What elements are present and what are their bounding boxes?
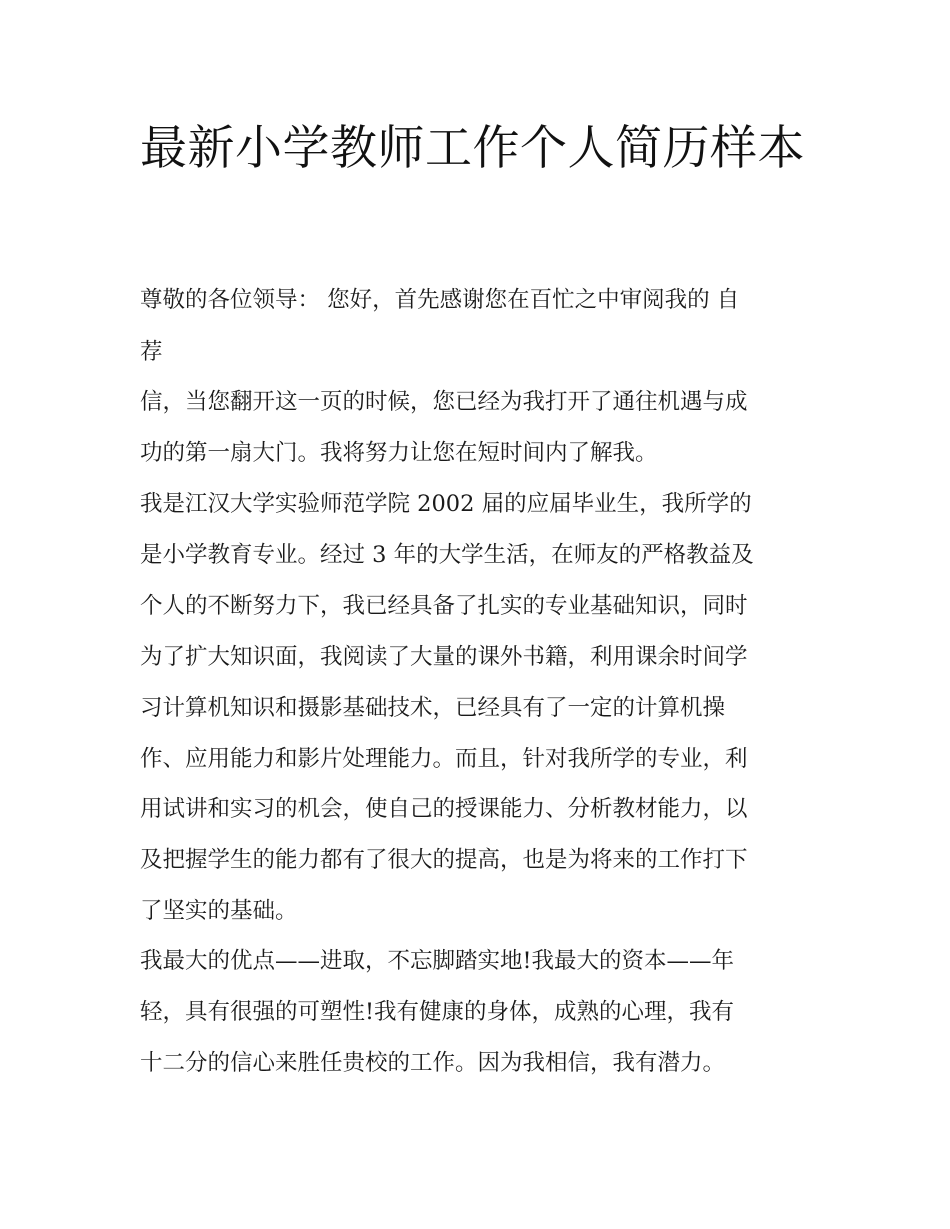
body-line: 荐 <box>140 339 163 365</box>
body-line: 尊敬的各位领导： 您好，首先感谢您在百忙之中审阅我的 自 <box>140 287 740 313</box>
body-line: 习计算机知识和摄影基础技术，已经具有了一定的计算机操 <box>140 695 726 721</box>
body-line: 用试讲和实习的机会，使自己的授课能力、分析教材能力，以 <box>140 796 748 822</box>
body-line: 是小学教育专业。经过 3 年的大学生活，在师友的严格教益及 <box>140 542 754 568</box>
body-line: 作、应用能力和影片处理能力。而且，针对我所学的专业，利 <box>140 746 748 772</box>
body-line: 我是江汉大学实验师范学院 2002 届的应届毕业生，我所学的 <box>140 491 752 517</box>
body-line: 及把握学生的能力都有了很大的提高，也是为将来的工作打下 <box>140 847 748 873</box>
body-line: 个人的不断努力下，我已经具备了扎实的专业基础知识，同时 <box>140 593 748 619</box>
body-line: 功的第一扇大门。我将努力让您在短时间内了解我。 <box>140 440 658 466</box>
body-line: 信，当您翻开这一页的时候，您已经为我打开了通往机遇与成 <box>140 389 748 415</box>
document-title: 最新小学教师工作个人简历样本 <box>140 121 805 176</box>
body-line: 我最大的优点——进取，不忘脚踏实地!我最大的资本——年 <box>140 948 735 974</box>
body-line: 十二分的信心来胜任贵校的工作。因为我相信，我有潜力。 <box>140 1050 726 1076</box>
body-line: 轻，具有很强的可塑性!我有健康的身体，成熟的心理，我有 <box>140 999 735 1025</box>
body-line: 为了扩大知识面，我阅读了大量的课外书籍，利用课余时间学 <box>140 644 748 670</box>
body-line: 了坚实的基础。 <box>140 898 298 924</box>
